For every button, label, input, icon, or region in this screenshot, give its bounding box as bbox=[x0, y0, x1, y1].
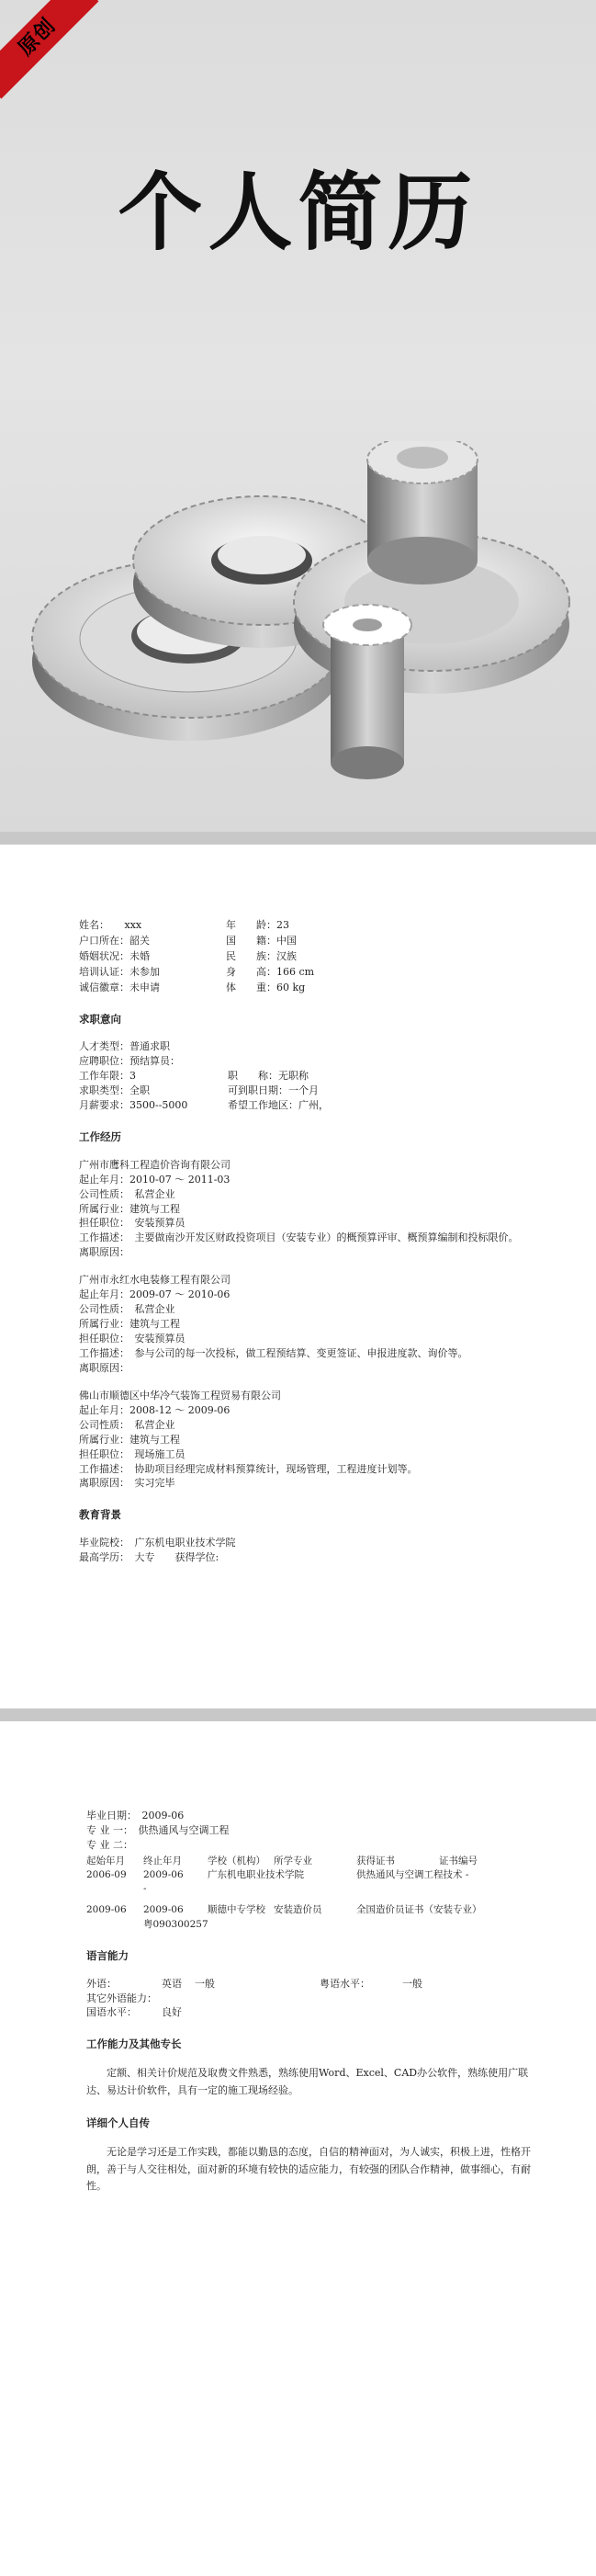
original-badge bbox=[0, 0, 98, 98]
table-row bbox=[86, 1903, 532, 1917]
cover-title: 个人简历 bbox=[118, 164, 478, 262]
section-title-education: 教育背景 bbox=[79, 1508, 121, 1522]
job-desc: 工作描述： 参与公司的每一次投标，做工程预结算、变更签证、申报进度款、询价等。 bbox=[79, 1346, 468, 1359]
edu-major-1: 专 业 一： 供热通风与空调工程 bbox=[86, 1823, 230, 1836]
basic-name: 姓名： xxx bbox=[79, 919, 142, 931]
intent-jobtype: 求职类型：全职 bbox=[79, 1084, 150, 1097]
intent-block bbox=[79, 1039, 532, 1113]
edu-degree: 最高学历： 大专 获得学位: bbox=[79, 1551, 219, 1564]
table-row bbox=[86, 1868, 532, 1882]
basic-marital: 婚姻状况：未婚 bbox=[79, 949, 150, 962]
intent-row-4 bbox=[79, 1084, 532, 1098]
intent-area: 希望工作地区：广州， bbox=[228, 1099, 329, 1112]
table-header-cell: 所学专业 bbox=[274, 1855, 312, 1867]
intent-salary: 月薪要求：3500--5000 bbox=[79, 1099, 188, 1112]
cover-page bbox=[0, 0, 596, 832]
intent-type: 人才类型：普通求职 bbox=[79, 1040, 170, 1053]
table-row bbox=[86, 1882, 532, 1896]
language-row-1 bbox=[86, 1977, 532, 1992]
job-company: 广州市永红水电装修工程有限公司 bbox=[79, 1274, 231, 1287]
intent-start: 可到职日期：一个月 bbox=[228, 1084, 319, 1097]
table-cell: 2006-09 bbox=[86, 1869, 127, 1881]
basic-nationality: 国 籍：中国 bbox=[226, 934, 297, 947]
gears-illustration bbox=[28, 441, 579, 790]
section-title-intent: 求职意向 bbox=[79, 1012, 121, 1026]
language-block bbox=[86, 1977, 532, 2021]
job-1 bbox=[79, 1273, 532, 1376]
table-cell bbox=[208, 1882, 532, 1896]
other-language: 其它外语能力： bbox=[86, 1992, 157, 2004]
education-block-1 bbox=[79, 1536, 532, 1565]
basic-info bbox=[79, 918, 532, 995]
section-title-about: 详细个人自传 bbox=[86, 2116, 150, 2130]
table-header-cell: 获得证书 bbox=[356, 1855, 395, 1867]
resume-page-2 bbox=[0, 1721, 596, 2576]
about-text: 无论是学习还是工作实践，都能以勤恳的态度，自信的精神面对，为人诚实，积极上进，性格开朗，善于与人交往相处，面对新的环境有较快的适应能力，有较强的团队合作精神，做事细心，有耐性。 bbox=[86, 2146, 531, 2193]
basic-ethnicity: 民 族：汉族 bbox=[226, 949, 297, 962]
table-row bbox=[86, 1918, 532, 1932]
language-row-3 bbox=[86, 2005, 532, 2020]
original-badge-text: 原创 bbox=[14, 14, 61, 61]
cantonese-label: 粤语水平： bbox=[320, 1977, 370, 1990]
page-divider bbox=[0, 1708, 596, 1721]
section-title-skills: 工作能力及其他专长 bbox=[86, 2037, 182, 2051]
basic-badge: 诚信徽章：未申请 bbox=[79, 981, 160, 993]
skills-text: 定额、相关计价规范及取费文件熟悉，熟练使用Word、Excel、CAD办公软件，熟练使用广联达、易达计价软件，具有一定的施工现场经验。 bbox=[86, 2067, 529, 2096]
table-header-cell: 终止年月 bbox=[143, 1855, 182, 1867]
page-divider bbox=[0, 832, 596, 845]
table-cell bbox=[86, 1918, 143, 1932]
job-position: 担任职位： 安装预算员 bbox=[79, 1217, 186, 1230]
table-cell: 广东机电职业技术学院 bbox=[208, 1869, 304, 1881]
foreign-label: 外语： bbox=[86, 1977, 117, 1990]
education-table bbox=[86, 1855, 532, 1932]
job-period: 起止年月：2008-12 ～ 2009-06 bbox=[79, 1403, 231, 1416]
edu-major-2: 专 业 二： bbox=[86, 1838, 133, 1851]
basic-weight: 体 重：60 kg bbox=[226, 981, 306, 993]
cantonese-level: 一般 bbox=[402, 1977, 422, 1990]
table-header-cell: 证书编号 bbox=[439, 1855, 478, 1867]
job-company: 广州市鹰科工程造价咨询有限公司 bbox=[79, 1158, 231, 1171]
job-period: 起止年月：2010-07 ～ 2011-03 bbox=[79, 1173, 231, 1186]
table-cell: 安装造价员 bbox=[274, 1904, 322, 1916]
table-cell bbox=[86, 1882, 143, 1896]
job-industry: 所属行业：建筑与工程 bbox=[79, 1433, 180, 1446]
mandarin-label: 国语水平： bbox=[86, 2006, 137, 2019]
intent-row-5 bbox=[79, 1098, 532, 1113]
job-0 bbox=[79, 1158, 532, 1261]
table-cell: - bbox=[143, 1883, 147, 1895]
table-header-cell: 起始年月 bbox=[86, 1855, 125, 1867]
intent-row-3 bbox=[79, 1069, 532, 1084]
intent-position: 应聘职位：预结算员： bbox=[79, 1055, 180, 1068]
job-reason: 离职原因： bbox=[79, 1361, 129, 1374]
intent-years: 工作年限：3 bbox=[79, 1070, 136, 1083]
table-header-cell: 学校（机构） bbox=[208, 1855, 265, 1867]
job-position: 担任职位： 安装预算员 bbox=[79, 1333, 186, 1345]
foreign-level: 一般 bbox=[195, 1977, 215, 1990]
job-2 bbox=[79, 1389, 532, 1492]
table-header-row bbox=[86, 1855, 532, 1868]
table-cell: 供热通风与空调工程技术 - bbox=[356, 1869, 469, 1881]
mandarin-level: 良好 bbox=[162, 2006, 182, 2019]
foreign-lang: 英语 bbox=[162, 1977, 182, 1990]
edu-grad-date: 毕业日期： 2009-06 bbox=[86, 1810, 185, 1821]
job-nature: 公司性质： 私营企业 bbox=[79, 1418, 175, 1431]
table-cell: 全国造价员证书（安装专业） bbox=[356, 1904, 482, 1916]
section-title-experience: 工作经历 bbox=[79, 1130, 121, 1144]
table-row bbox=[86, 1896, 532, 1903]
job-period: 起止年月：2009-07 ～ 2010-06 bbox=[79, 1288, 231, 1301]
job-desc: 工作描述： 主要做南沙开发区财政投资项目（安装专业）的概预算评审、概预算编制和投标限价。 bbox=[79, 1231, 519, 1244]
table-cell: 2009-06 bbox=[143, 1869, 184, 1881]
job-industry: 所属行业：建筑与工程 bbox=[79, 1318, 180, 1331]
basic-height: 身 高：166 cm bbox=[226, 965, 315, 978]
job-reason: 离职原因： 实习完毕 bbox=[79, 1477, 175, 1490]
resume-page-1 bbox=[0, 845, 596, 1708]
job-reason: 离职原因： bbox=[79, 1246, 129, 1259]
education-block-2 bbox=[86, 1809, 532, 1932]
basic-age: 年 龄：23 bbox=[226, 919, 289, 931]
job-nature: 公司性质： 私营企业 bbox=[79, 1187, 175, 1200]
job-position: 担任职位： 现场施工员 bbox=[79, 1447, 186, 1460]
intent-title: 职 称：无职称 bbox=[228, 1070, 309, 1083]
basic-training: 培训认证：未参加 bbox=[79, 965, 160, 978]
job-desc: 工作描述： 协助项目经理完成材料预算统计，现场管理，工程进度计划等。 bbox=[79, 1462, 418, 1475]
section-title-language: 语言能力 bbox=[86, 1948, 129, 1962]
job-industry: 所属行业：建筑与工程 bbox=[79, 1202, 180, 1215]
job-nature: 公司性质： 私营企业 bbox=[79, 1303, 175, 1316]
table-cell: 2009-06 bbox=[143, 1904, 184, 1916]
table-cell: 顺德中专学校 bbox=[208, 1904, 265, 1916]
basic-hukou: 户口所在：韶关 bbox=[79, 934, 150, 947]
job-company: 佛山市顺德区中华冷气装饰工程贸易有限公司 bbox=[79, 1389, 281, 1401]
edu-school: 毕业院校： 广东机电职业技术学院 bbox=[79, 1537, 236, 1549]
table-cell: 2009-06 bbox=[86, 1904, 127, 1916]
table-cell: 粤090300257 bbox=[143, 1918, 208, 1930]
